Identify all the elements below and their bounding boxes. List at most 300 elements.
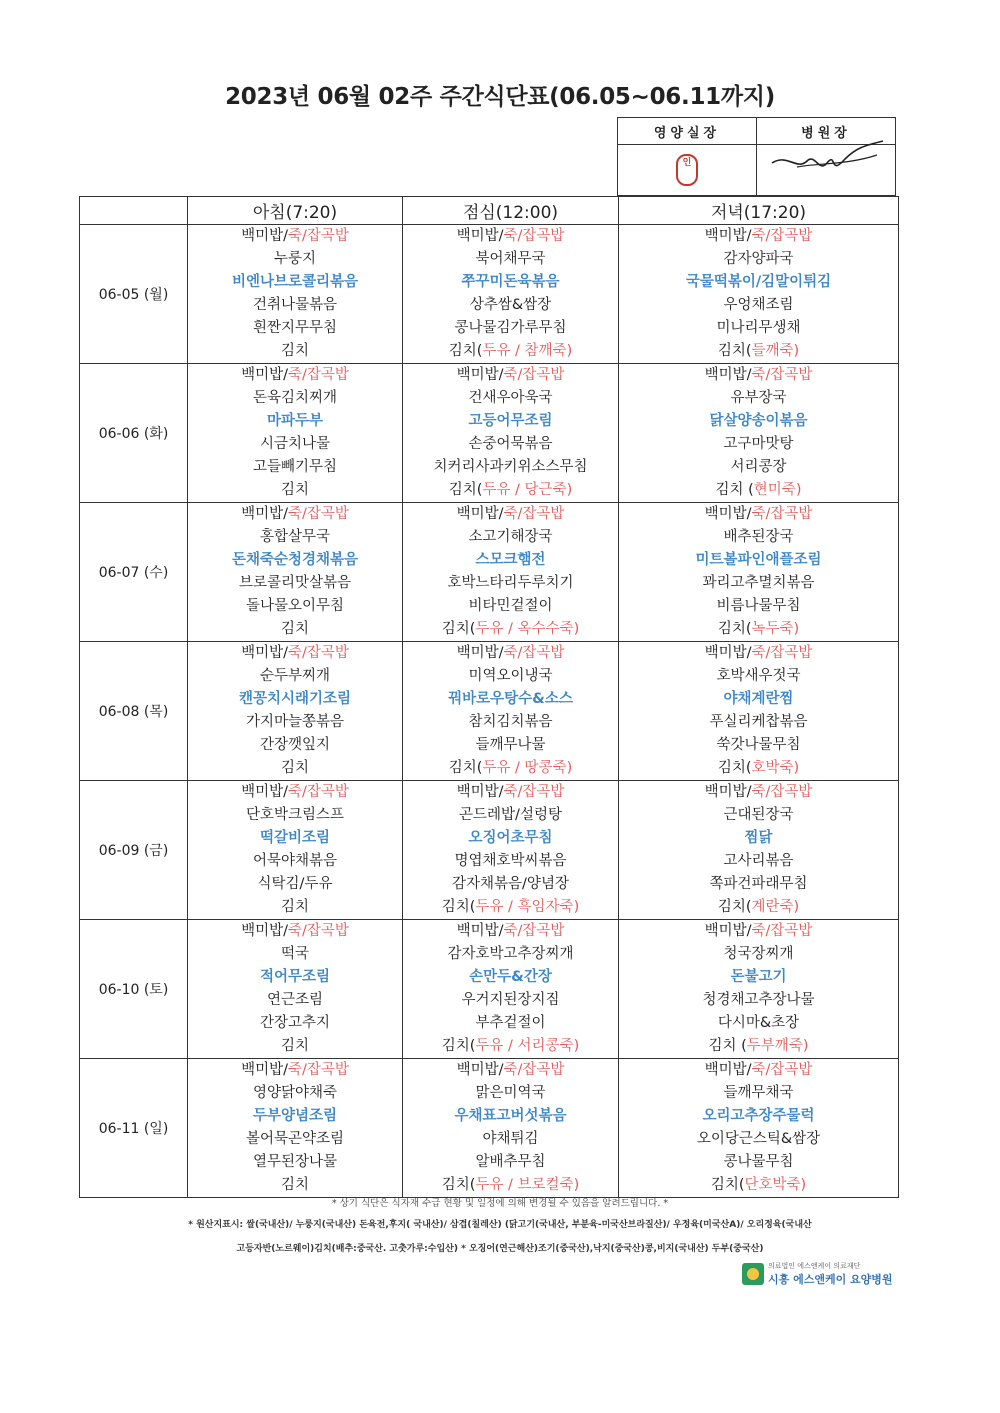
menu-day-row — [80, 920, 899, 1059]
lunch-menu-item — [403, 595, 618, 618]
menu-item-text: 야채계란찜 — [723, 691, 794, 707]
menu-item-text: 시금치나물 — [259, 436, 331, 452]
header-lunch: 점심(12:00) — [403, 197, 619, 225]
breakfast-menu-cell — [188, 781, 403, 920]
lunch-menu-item — [403, 526, 618, 549]
lunch-menu-item — [403, 734, 618, 757]
porridge-multigrain-option: 죽/잡곡밥 — [751, 1062, 813, 1078]
lunch-menu-item — [403, 989, 618, 1012]
menu-item-text: 김치 — [280, 482, 309, 498]
menu-item-text: 돌나물오이무침 — [245, 598, 345, 614]
breakfast-menu-item — [188, 248, 402, 271]
menu-item-text: 김치( — [448, 343, 483, 359]
menu-item-text: 단호박크림스프 — [245, 807, 345, 823]
menu-item-text: 김치 — [280, 1177, 309, 1193]
approval-box — [617, 117, 896, 196]
menu-item-text: 오리고추장주물럭 — [702, 1108, 815, 1124]
lunch-menu-cell — [403, 920, 619, 1059]
breakfast-menu-item — [188, 873, 402, 896]
menu-item-text: 김치 — [280, 760, 309, 776]
lunch-menu-cell — [403, 225, 619, 364]
menu-item-text: 청국장찌개 — [723, 946, 794, 962]
dinner-menu-item — [619, 1128, 898, 1151]
lunch-menu-item — [403, 248, 618, 271]
dinner-menu-item — [619, 595, 898, 618]
lunch-menu-item — [403, 966, 618, 989]
menu-item-text: 어묵야채볶음 — [252, 853, 338, 869]
menu-item-text: 백미밥/ — [456, 923, 504, 939]
breakfast-menu-item — [188, 757, 402, 780]
menu-item-text: 김치( — [441, 621, 476, 637]
dinner-menu-item — [619, 225, 898, 248]
dinner-menu-cell — [619, 503, 899, 642]
lunch-menu-item — [403, 781, 618, 804]
breakfast-menu-cell — [188, 920, 403, 1059]
dinner-menu-item — [619, 1035, 898, 1058]
menu-item-text: 푸실리케찹볶음 — [709, 714, 808, 730]
menu-item-text: 고구마맛탕 — [723, 436, 794, 452]
dinner-menu-item — [619, 757, 898, 780]
breakfast-menu-item — [188, 989, 402, 1012]
breakfast-menu-item — [188, 595, 402, 618]
lunch-menu-item — [403, 364, 618, 387]
dinner-menu-item — [619, 1082, 898, 1105]
menu-item-text: 백미밥/ — [704, 923, 752, 939]
dinner-menu-item — [619, 781, 898, 804]
menu-item-text: 백미밥/ — [704, 367, 752, 383]
lunch-menu-item — [403, 572, 618, 595]
lunch-menu-item — [403, 410, 618, 433]
menu-item-text: 김치( — [441, 1177, 476, 1193]
menu-item-text: 곤드레밥/설렁탕 — [459, 807, 562, 823]
menu-item-text: 알배추무침 — [475, 1154, 546, 1170]
breakfast-menu-item — [188, 896, 402, 919]
menu-item-text: 다시마&초장 — [717, 1015, 800, 1031]
menu-item-text: 고등어무조림 — [468, 413, 553, 429]
breakfast-menu-cell — [188, 503, 403, 642]
porridge-multigrain-option: 죽/잡곡밥 — [287, 923, 349, 939]
menu-item-text: 비엔나브로콜리볶음 — [231, 274, 359, 290]
menu-item-text: 고들빼기무침 — [252, 459, 338, 475]
porridge-multigrain-option: 죽/잡곡밥 — [287, 228, 349, 244]
lunch-menu-cell — [403, 364, 619, 503]
dinner-menu-cell — [619, 781, 899, 920]
menu-item-text: 돈불고기 — [730, 969, 787, 985]
menu-item-text: 연근조림 — [266, 992, 324, 1008]
breakfast-menu-item — [188, 410, 402, 433]
menu-item-text: 김치( — [441, 899, 476, 915]
breakfast-menu-item — [188, 618, 402, 641]
menu-day-row — [80, 1059, 899, 1198]
menu-item-text: 건새우아욱국 — [468, 390, 553, 406]
dinner-menu-item — [619, 827, 898, 850]
day-label: 06-08 (목) — [80, 642, 188, 781]
dinner-menu-item — [619, 665, 898, 688]
dinner-menu-item — [619, 248, 898, 271]
menu-item-text: 치커리사과키위소스무침 — [433, 459, 588, 475]
hospital-name: 시흥 에스앤케이 요양병원 — [768, 1273, 893, 1286]
dinner-menu-item — [619, 711, 898, 734]
menu-item-text: 돈육김치찌개 — [252, 390, 338, 406]
day-label: 06-11 (일) — [80, 1059, 188, 1198]
menu-item-text: 식탁김/두유 — [257, 876, 333, 892]
lunch-menu-item — [403, 711, 618, 734]
dinner-menu-item — [619, 804, 898, 827]
header-dinner: 저녁(17:20) — [619, 197, 899, 225]
breakfast-menu-item — [188, 1012, 402, 1035]
day-label: 06-10 (토) — [80, 920, 188, 1059]
porridge-multigrain-option: 죽/잡곡밥 — [287, 506, 349, 522]
lunch-menu-item — [403, 920, 618, 943]
dinner-menu-item — [619, 1151, 898, 1174]
menu-item-text: 참치김치볶음 — [468, 714, 553, 730]
menu-item-text: 김치 — [280, 343, 309, 359]
menu-item-text: 백미밥/ — [456, 506, 504, 522]
menu-item-text: 누룽지 — [273, 251, 317, 267]
menu-item-text: 서리콩장 — [730, 459, 787, 475]
breakfast-menu-item — [188, 734, 402, 757]
dinner-menu-item — [619, 688, 898, 711]
lunch-menu-item — [403, 642, 618, 665]
breakfast-menu-item — [188, 642, 402, 665]
porridge-multigrain-option: 죽/잡곡밥 — [503, 506, 565, 522]
lunch-menu-item — [403, 1128, 618, 1151]
menu-item-text: 쪽파건파래무침 — [709, 876, 808, 892]
breakfast-menu-cell — [188, 225, 403, 364]
lunch-menu-item — [403, 340, 618, 363]
dinner-menu-item — [619, 1105, 898, 1128]
menu-item-text: 찜닭 — [744, 830, 773, 846]
menu-item-text: 명엽채호박씨볶음 — [454, 853, 567, 869]
porridge-multigrain-option: 죽/잡곡밥 — [503, 923, 565, 939]
menu-item-text: 김치( — [448, 760, 483, 776]
lunch-menu-item — [403, 1151, 618, 1174]
dinner-menu-item — [619, 364, 898, 387]
dinner-menu-item — [619, 549, 898, 572]
menu-item-text: 야채튀김 — [482, 1131, 539, 1147]
menu-item-text: 백미밥/ — [704, 1062, 752, 1078]
dinner-menu-item — [619, 387, 898, 410]
dinner-menu-item — [619, 572, 898, 595]
menu-item-text: 백미밥/ — [456, 784, 504, 800]
porridge-extra: 호박죽) — [751, 760, 800, 776]
menu-item-text: 북어채무국 — [475, 251, 546, 267]
menu-item-text: 백미밥/ — [241, 784, 288, 800]
breakfast-menu-cell — [188, 1059, 403, 1198]
page-title: 2023년 06월 02주 주간식단표(06.05~06.11까지) — [225, 84, 775, 110]
breakfast-menu-item — [188, 966, 402, 989]
menu-item-text: 백미밥/ — [241, 1062, 288, 1078]
lunch-menu-item — [403, 549, 618, 572]
menu-item-text: 김치 ( — [708, 1038, 747, 1054]
menu-item-text: 고사리볶음 — [723, 853, 794, 869]
menu-item-text: 캔꽁치시래기조림 — [238, 691, 352, 707]
breakfast-menu-item — [188, 943, 402, 966]
breakfast-menu-item — [188, 433, 402, 456]
lunch-menu-item — [403, 665, 618, 688]
lunch-menu-cell — [403, 781, 619, 920]
porridge-multigrain-option: 죽/잡곡밥 — [751, 784, 813, 800]
menu-item-text: 쭈꾸미돈육볶음 — [461, 274, 560, 290]
menu-item-text: 호박느타리두루치기 — [447, 575, 574, 591]
menu-item-text: 우채표고버섯볶음 — [454, 1108, 567, 1124]
menu-item-text: 가지마늘쫑볶음 — [245, 714, 345, 730]
breakfast-menu-item — [188, 1174, 402, 1197]
approval-director-label: 병원장 — [757, 118, 896, 145]
menu-item-text: 백미밥/ — [241, 228, 288, 244]
breakfast-menu-item — [188, 387, 402, 410]
menu-item-text: 순두부찌개 — [259, 668, 331, 684]
lunch-menu-item — [403, 456, 618, 479]
menu-item-text: 우엉채조림 — [723, 297, 794, 313]
breakfast-menu-item — [188, 225, 402, 248]
porridge-multigrain-option: 죽/잡곡밥 — [751, 923, 813, 939]
porridge-multigrain-option: 죽/잡곡밥 — [503, 367, 565, 383]
menu-item-text: 들깨무나물 — [475, 737, 546, 753]
breakfast-menu-item — [188, 526, 402, 549]
lunch-menu-cell — [403, 503, 619, 642]
menu-item-text: 김치 — [280, 1038, 309, 1054]
menu-item-text: 건취나물볶음 — [252, 297, 338, 313]
breakfast-menu-item — [188, 1082, 402, 1105]
dinner-menu-item — [619, 340, 898, 363]
lunch-menu-item — [403, 1082, 618, 1105]
breakfast-menu-item — [188, 781, 402, 804]
day-label: 06-09 (금) — [80, 781, 188, 920]
menu-item-text: 쑥갓나물무침 — [716, 737, 801, 753]
breakfast-menu-item — [188, 456, 402, 479]
menu-item-text: 떡갈비조림 — [259, 830, 331, 846]
lunch-menu-item — [403, 479, 618, 502]
menu-item-text: 백미밥/ — [456, 228, 504, 244]
dinner-menu-item — [619, 433, 898, 456]
menu-item-text: 오징어초무침 — [468, 830, 553, 846]
dinner-menu-item — [619, 618, 898, 641]
menu-item-text: 손중어묵볶음 — [468, 436, 553, 452]
menu-item-text: 백미밥/ — [704, 228, 752, 244]
menu-item-text: 마파두부 — [266, 413, 324, 429]
menu-item-text: 유부장국 — [730, 390, 787, 406]
porridge-extra: 두유 / 흑임자죽) — [475, 899, 580, 915]
breakfast-menu-item — [188, 479, 402, 502]
menu-item-text: 김치( — [717, 621, 752, 637]
lunch-menu-item — [403, 1174, 618, 1197]
porridge-extra: 두유 / 서리콩죽) — [475, 1038, 580, 1054]
dinner-menu-item — [619, 1012, 898, 1035]
breakfast-menu-item — [188, 1128, 402, 1151]
breakfast-menu-item — [188, 340, 402, 363]
dinner-menu-item — [619, 850, 898, 873]
menu-item-text: 국물떡볶이/김말이튀김 — [685, 274, 832, 290]
menu-item-text: 감자채볶음/양념장 — [452, 876, 569, 892]
menu-item-text: 브로콜리맛살볶음 — [238, 575, 352, 591]
day-label: 06-05 (월) — [80, 225, 188, 364]
menu-item-text: 돈채죽순청경채볶음 — [231, 552, 359, 568]
menu-item-text: 백미밥/ — [704, 506, 752, 522]
menu-item-text: 김치 — [280, 621, 309, 637]
menu-item-text: 오이당근스틱&쌈장 — [696, 1131, 821, 1147]
menu-item-text: 꽈리고추멸치볶음 — [702, 575, 815, 591]
menu-item-text: 소고기해장국 — [468, 529, 553, 545]
dinner-menu-item — [619, 503, 898, 526]
lunch-menu-item — [403, 757, 618, 780]
breakfast-menu-item — [188, 549, 402, 572]
breakfast-menu-item — [188, 1105, 402, 1128]
menu-item-text: 김치( — [717, 899, 752, 915]
porridge-extra: 녹두죽) — [751, 621, 800, 637]
menu-item-text: 볼어묵곤약조림 — [245, 1131, 345, 1147]
dinner-menu-item — [619, 317, 898, 340]
dinner-menu-item — [619, 1174, 898, 1197]
lunch-menu-item — [403, 618, 618, 641]
menu-item-text: 맑은미역국 — [475, 1085, 546, 1101]
lunch-menu-item — [403, 317, 618, 340]
menu-item-text: 비름나물무침 — [716, 598, 801, 614]
lunch-menu-item — [403, 873, 618, 896]
approval-nutrition-chief-label: 영양실장 — [618, 118, 757, 145]
menu-item-text: 콩나물무침 — [723, 1154, 794, 1170]
lunch-menu-item — [403, 1059, 618, 1082]
dinner-menu-cell — [619, 225, 899, 364]
breakfast-menu-item — [188, 920, 402, 943]
menu-item-text: 손만두&간장 — [469, 969, 552, 985]
porridge-multigrain-option: 죽/잡곡밥 — [751, 367, 813, 383]
breakfast-menu-item — [188, 572, 402, 595]
dinner-menu-cell — [619, 642, 899, 781]
breakfast-menu-cell — [188, 642, 403, 781]
lunch-menu-item — [403, 433, 618, 456]
porridge-multigrain-option: 죽/잡곡밥 — [287, 1062, 349, 1078]
menu-item-text: 김치 ( — [715, 482, 754, 498]
hospital-foundation-name: 의료법인 에스앤케이 의료재단 — [768, 1262, 861, 1270]
dinner-menu-item — [619, 410, 898, 433]
dinner-menu-item — [619, 989, 898, 1012]
menu-item-text: 들깨무채국 — [723, 1085, 794, 1101]
menu-item-text: 열무된장나물 — [252, 1154, 338, 1170]
lunch-menu-item — [403, 827, 618, 850]
menu-item-text: 꿔바로우탕수&소스 — [448, 691, 573, 707]
header-breakfast: 아침(7:20) — [188, 197, 403, 225]
menu-day-row — [80, 781, 899, 920]
porridge-extra: 단호박죽) — [744, 1177, 807, 1193]
dinner-menu-cell — [619, 364, 899, 503]
dinner-menu-item — [619, 966, 898, 989]
hospital-logo-icon — [742, 1263, 764, 1285]
change-notice: * 상기 식단은 식자재 수급 현황 및 일정에 의해 변경될 수 있음을 알려드립니다. * — [331, 1198, 669, 1209]
porridge-multigrain-option: 죽/잡곡밥 — [287, 784, 349, 800]
menu-item-text: 근대된장국 — [723, 807, 794, 823]
porridge-multigrain-option: 죽/잡곡밥 — [503, 1062, 565, 1078]
dinner-menu-item — [619, 734, 898, 757]
lunch-menu-item — [403, 688, 618, 711]
breakfast-menu-item — [188, 1151, 402, 1174]
porridge-extra: 현미죽) — [753, 482, 802, 498]
dinner-menu-item — [619, 943, 898, 966]
origin-notice-2: 고등자반(노르웨이)김치(배추:중국산. 고춧가루:수입산) * 오징어(연근해산)조기(중국산),낙지(중국산)콩,비지(국내산) 두부(중국산) — [236, 1244, 764, 1254]
menu-item-text: 김치( — [717, 760, 752, 776]
dinner-menu-item — [619, 294, 898, 317]
porridge-extra: 두유 / 당근죽) — [482, 482, 573, 498]
signature-cell — [757, 145, 896, 196]
menu-item-text: 백미밥/ — [241, 506, 288, 522]
dinner-menu-item — [619, 456, 898, 479]
dinner-menu-cell — [619, 1059, 899, 1198]
dinner-menu-item — [619, 896, 898, 919]
menu-header-row — [80, 197, 899, 225]
menu-item-text: 떡국 — [280, 946, 309, 962]
porridge-extra: 계란죽) — [751, 899, 800, 915]
approval-stamp-cell — [618, 145, 757, 196]
breakfast-menu-item — [188, 271, 402, 294]
menu-item-text: 백미밥/ — [704, 645, 752, 661]
breakfast-menu-item — [188, 688, 402, 711]
breakfast-menu-item — [188, 1059, 402, 1082]
menu-item-text: 호박새우젓국 — [716, 668, 801, 684]
breakfast-menu-item — [188, 711, 402, 734]
lunch-menu-cell — [403, 642, 619, 781]
porridge-extra: 들깨죽) — [751, 343, 800, 359]
lunch-menu-item — [403, 1105, 618, 1128]
menu-item-text: 김치( — [717, 343, 752, 359]
menu-item-text: 백미밥/ — [704, 784, 752, 800]
breakfast-menu-item — [188, 850, 402, 873]
lunch-menu-item — [403, 271, 618, 294]
porridge-multigrain-option: 죽/잡곡밥 — [503, 645, 565, 661]
menu-item-text: 영양닭야채죽 — [252, 1085, 338, 1101]
porridge-extra: 두유 / 참깨죽) — [482, 343, 573, 359]
lunch-menu-item — [403, 804, 618, 827]
breakfast-menu-item — [188, 827, 402, 850]
seal-stamp-icon: 인 — [676, 154, 698, 186]
porridge-multigrain-option: 죽/잡곡밥 — [751, 645, 813, 661]
lunch-menu-item — [403, 896, 618, 919]
menu-item-text: 홍합살무국 — [259, 529, 331, 545]
lunch-menu-item — [403, 225, 618, 248]
menu-item-text: 김치 — [280, 899, 309, 915]
menu-item-text: 미나리무생채 — [716, 320, 801, 336]
lunch-menu-item — [403, 1012, 618, 1035]
menu-item-text: 미트볼파인애플조림 — [695, 552, 822, 568]
breakfast-menu-cell — [188, 364, 403, 503]
porridge-multigrain-option: 죽/잡곡밥 — [287, 367, 349, 383]
breakfast-menu-item — [188, 665, 402, 688]
dinner-menu-item — [619, 479, 898, 502]
menu-day-row — [80, 503, 899, 642]
menu-item-text: 간장깻잎지 — [259, 737, 331, 753]
dinner-menu-cell — [619, 920, 899, 1059]
porridge-extra: 두유 / 브로컬죽) — [475, 1177, 580, 1193]
breakfast-menu-item — [188, 804, 402, 827]
breakfast-menu-item — [188, 364, 402, 387]
menu-item-text: 적어무조림 — [259, 969, 331, 985]
menu-item-text: 우거지된장지짐 — [461, 992, 560, 1008]
menu-item-text: 김치( — [710, 1177, 745, 1193]
menu-item-text: 흰짠지무무침 — [252, 320, 338, 336]
menu-item-text: 배추된장국 — [723, 529, 794, 545]
lunch-menu-item — [403, 943, 618, 966]
origin-notice-1: * 원산지표시: 쌀(국내산)/ 누룽지(국내산) 돈육전,후지( 국내산)/ 삼겹(칠레산) (닭고기(국내산, 부분육-미국산브라질산)/ 우정육(미국산A)/ 오리정육(국내산 — [188, 1220, 812, 1230]
menu-item-text: 백미밥/ — [241, 923, 288, 939]
menu-item-text: 콩나물김가루무침 — [454, 320, 567, 336]
hospital-logo — [742, 1261, 893, 1289]
dinner-menu-item — [619, 271, 898, 294]
day-label: 06-07 (수) — [80, 503, 188, 642]
lunch-menu-item — [403, 1035, 618, 1058]
menu-day-row — [80, 225, 899, 364]
menu-day-row — [80, 364, 899, 503]
menu-item-text: 감자양파국 — [723, 251, 794, 267]
porridge-multigrain-option: 죽/잡곡밥 — [751, 228, 813, 244]
